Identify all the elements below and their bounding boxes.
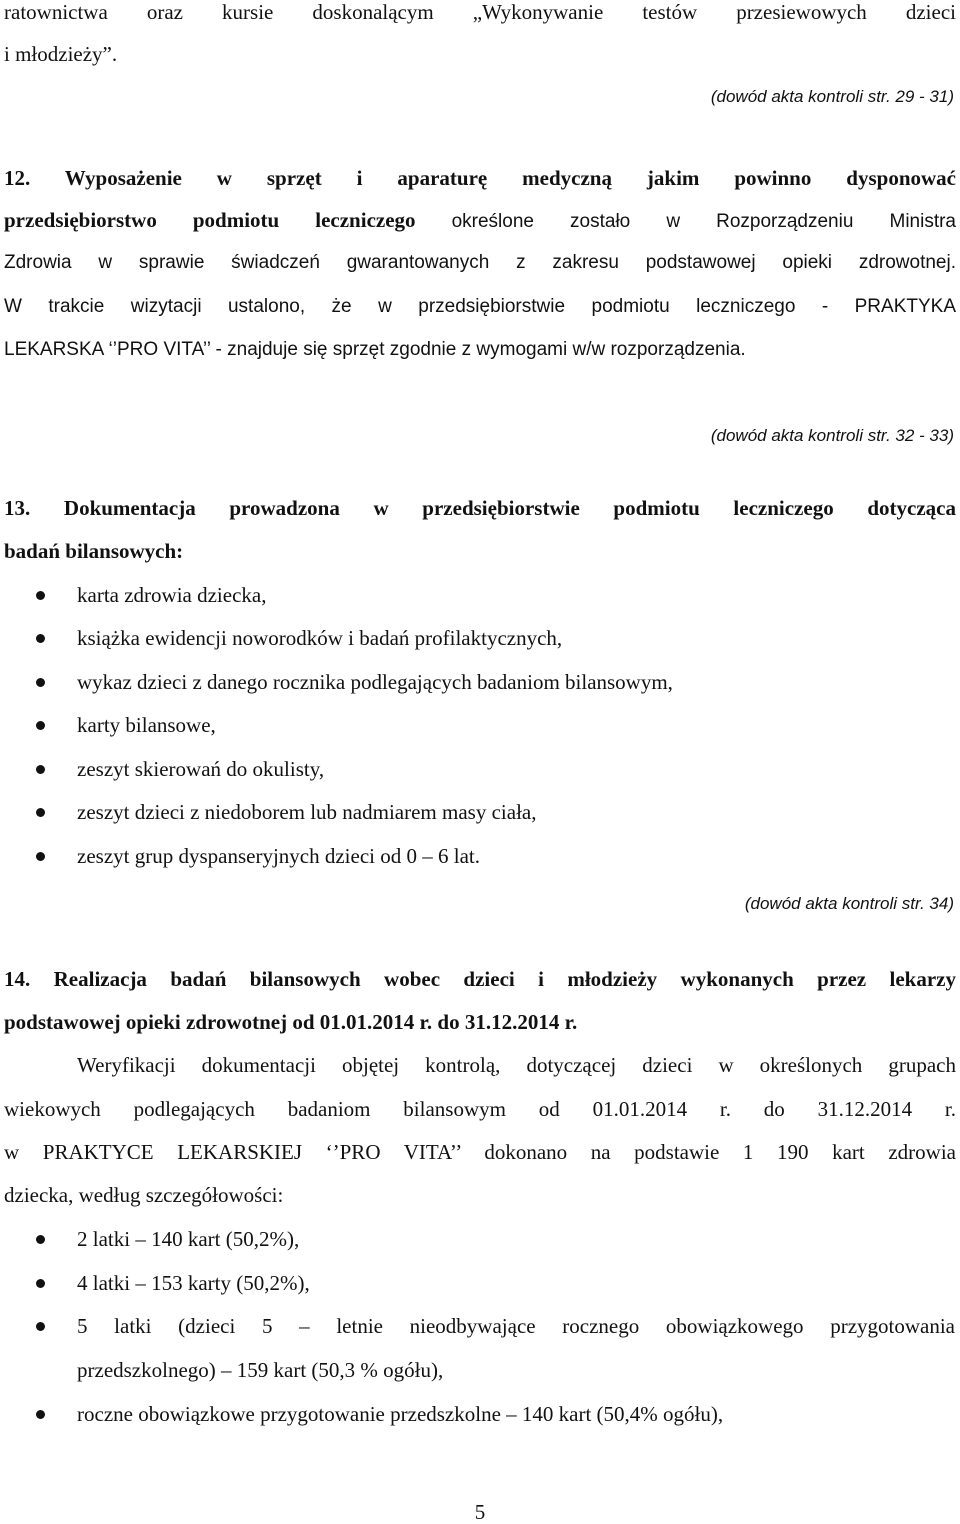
bullet-icon xyxy=(36,852,45,861)
list-item: zeszyt dzieci z niedoborem lub nadmiarem masy ciała, xyxy=(77,800,537,824)
section-13-heading: 13. Dokumentacja prowadzona w przedsiębiorstwie podmiotu leczniczego dotycząca xyxy=(4,496,956,520)
section-14-paragraph-line-3: w PRAKTYCE LEKARSKIEJ ‘’PRO VITA’’ dokonano na podstawie 1 190 kart zdrowia xyxy=(4,1140,956,1164)
section-12-line-4: W trakcie wizytacji ustalono, że w przedsiębiorstwie podmiotu leczniczego - PRAKTYKA xyxy=(4,296,956,317)
section-14-paragraph-line-1: Weryfikacji dokumentacji objętej kontrolą, dotyczącej dzieci w określonych grupach xyxy=(77,1053,956,1077)
list-item: 5 latki (dzieci 5 – letnie nieodbywające rocznego obowiązkowego przygotowania xyxy=(77,1314,955,1338)
section-14-paragraph-line-2: wiekowych podlegających badaniom bilansowym od 01.01.2014 r. do 31.12.2014 r. xyxy=(4,1097,956,1121)
bullet-icon xyxy=(36,721,45,730)
section-13-heading-line-2: badań bilansowych: xyxy=(4,539,184,563)
section-12-reference: (dowód akta kontroli str. 32 - 33) xyxy=(710,426,954,445)
bullet-icon xyxy=(36,678,45,687)
bullet-icon xyxy=(36,1279,45,1288)
section-14-heading: 14. Realizacja badań bilansowych wobec dzieci i młodzieży wykonanych przez lekarzy xyxy=(4,967,956,991)
list-item: wykaz dzieci z danego rocznika podlegających badaniom bilansowym, xyxy=(77,670,673,694)
bullet-icon xyxy=(36,765,45,774)
section-12-heading: 12. Wyposażenie w sprzęt i aparaturę medyczną jakim powinno dysponować xyxy=(4,166,956,190)
bullet-icon xyxy=(36,591,45,600)
list-item: książka ewidencji noworodków i badań profilaktycznych, xyxy=(77,626,563,650)
section-12-line-5: LEKARSKA ‘’PRO VITA’’ - znajduje się sprzęt zgodnie z wymogami w/w rozporządzenia. xyxy=(4,339,746,360)
list-item: 2 latki – 140 kart (50,2%), xyxy=(77,1227,300,1251)
intro-line-2: i młodzieży”. xyxy=(4,42,118,66)
list-item: roczne obowiązkowe przygotowanie przedszkolne – 140 kart (50,4% ogółu), xyxy=(77,1402,724,1426)
intro-reference: (dowód akta kontroli str. 29 - 31) xyxy=(710,87,954,106)
list-item: karty bilansowe, xyxy=(77,713,216,737)
bullet-icon xyxy=(36,1235,45,1244)
section-12-line-2-bold: przedsiębiorstwo podmiotu leczniczego xyxy=(4,208,416,232)
list-item: 4 latki – 153 karty (50,2%), xyxy=(77,1271,310,1295)
list-item: zeszyt grup dyspanseryjnych dzieci od 0 – 6 lat. xyxy=(77,844,480,868)
section-14-heading-line-2: podstawowej opieki zdrowotnej od 01.01.2014 r. do 31.12.2014 r. xyxy=(4,1010,578,1034)
intro-line-1: ratownictwa oraz kursie doskonalącym „Wykonywanie testów przesiewowych dzieci xyxy=(4,0,956,24)
list-item: karta zdrowia dziecka, xyxy=(77,583,267,607)
bullet-icon xyxy=(36,634,45,643)
section-13-reference: (dowód akta kontroli str. 34) xyxy=(744,894,954,913)
section-14-paragraph-line-4: dziecka, według szczegółowości: xyxy=(4,1183,284,1207)
bullet-icon xyxy=(36,1410,45,1419)
page-number: 5 xyxy=(474,1500,486,1524)
list-item-continuation: przedszkolnego) – 159 kart (50,3 % ogółu), xyxy=(77,1358,444,1382)
section-12-line-2 xyxy=(4,208,956,234)
list-item: zeszyt skierowań do okulisty, xyxy=(77,757,325,781)
section-12-line-2-rest: określone zostało w Rozporządzeniu Ministra xyxy=(415,211,956,232)
bullet-icon xyxy=(36,1322,45,1331)
bullet-icon xyxy=(36,808,45,817)
section-12-line-3: Zdrowia w sprawie świadczeń gwarantowanych z zakresu podstawowej opieki zdrowotnej. xyxy=(4,252,956,273)
